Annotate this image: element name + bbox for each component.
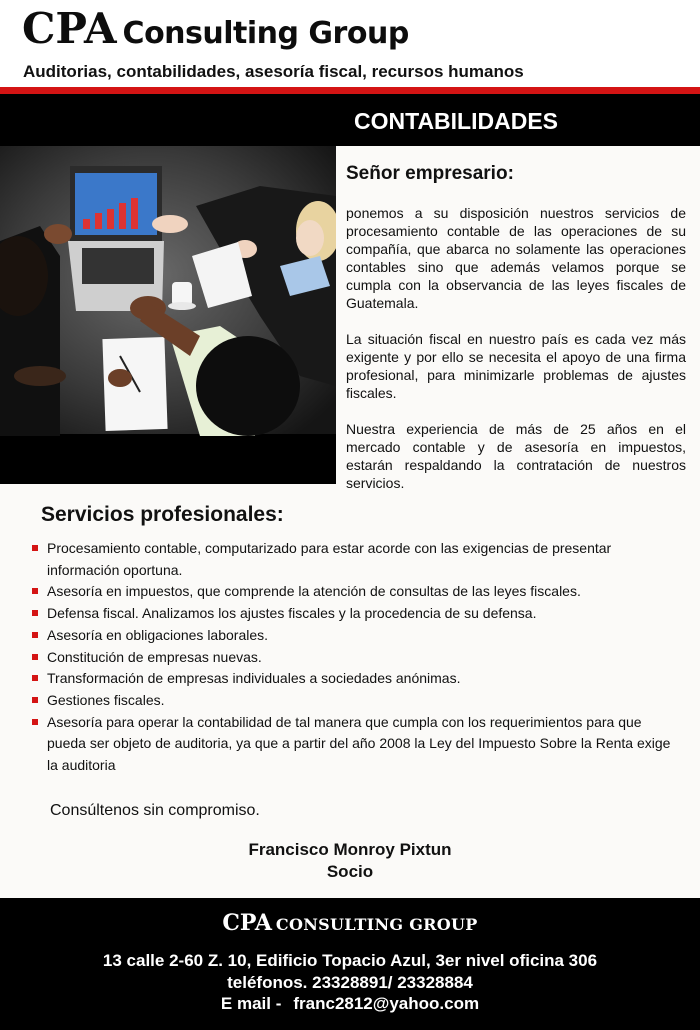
- service-item-text: Transformación de empresas individuales a sociedades anónimas.: [47, 670, 461, 687]
- header-divider: [0, 87, 700, 94]
- service-item: [32, 581, 672, 603]
- signature-role: Socio: [326, 862, 374, 881]
- intro-heading: Señor empresario:: [346, 163, 514, 184]
- service-item: [32, 603, 672, 625]
- section-bar: [0, 94, 700, 146]
- footer-brand-cpa: CPA: [222, 910, 272, 936]
- business-meeting-photo: [0, 146, 336, 484]
- service-item-text: Gestiones fiscales.: [47, 691, 165, 708]
- intro-paragraph: ponemos a su disposición nuestros servicios de procesamiento contable de las operaciones de su compañía, que abarca no solamente las operaciones contables sino que además velamos porque se cumpla con la observancia de las leyes fiscales de Guatemala.: [346, 205, 686, 311]
- service-item-text: Constitución de empresas nuevas.: [47, 648, 262, 665]
- footer-phones: teléfonos. 23328891/ 23328884: [227, 973, 473, 992]
- service-item: [32, 712, 672, 777]
- services-list: [32, 538, 672, 777]
- bullet-icon: [32, 632, 38, 638]
- service-item: [32, 538, 672, 581]
- logo: [22, 4, 409, 53]
- signature-name: Francisco Monroy Pixtun: [248, 840, 452, 859]
- service-item: [32, 625, 672, 647]
- footer-email-line: [0, 994, 700, 1014]
- header: [0, 0, 700, 94]
- intro-text: [346, 204, 686, 510]
- service-item-text: Asesoría para operar la contabilidad de tal manera que cumpla con los requerimientos para que pueda ser objeto de auditoria, ya que a partir del año 2008 la Ley del Impuesto Sobre la Renta exige la auditoria: [47, 713, 671, 774]
- service-item: [32, 647, 672, 669]
- call-to-action: Consúltenos sin compromiso.: [50, 802, 260, 819]
- logo-cpa: CPA: [22, 4, 117, 53]
- bullet-icon: [32, 719, 38, 725]
- email-label: E mail -: [220, 994, 282, 1013]
- bullet-icon: [32, 697, 38, 703]
- bullet-icon: [32, 675, 38, 681]
- service-item-text: Asesoría en impuestos, que comprende la atención de consultas de las leyes fiscales.: [47, 583, 581, 600]
- service-item-text: Defensa fiscal. Analizamos los ajustes fiscales y la procedencia de su defensa.: [47, 605, 537, 622]
- intro-paragraph: La situación fiscal en nuestro país es cada vez más exigente y por ello se necesita el apoyo de una firma profesional, para minimizarle problemas de ajustes fiscales.: [346, 331, 686, 401]
- intro-paragraph: Nuestra experiencia de más de 25 años en el mercado contable y de asesoría en impuestos, estarán respaldando la contratación de nuestros servicios.: [346, 421, 686, 491]
- logo-consulting-group: Consulting Group: [122, 16, 409, 51]
- service-item: [32, 690, 672, 712]
- bullet-icon: [32, 610, 38, 616]
- services-heading: Servicios profesionales:: [41, 503, 284, 526]
- bullet-icon: [32, 545, 38, 551]
- bullet-icon: [32, 654, 38, 660]
- footer-address: 13 calle 2-60 Z. 10, Edificio Topacio Azul, 3er nivel oficina 306: [102, 951, 598, 970]
- service-item-text: Procesamiento contable, computarizado para estar acorde con las exigencias de presentar información oportuna.: [47, 540, 612, 578]
- tagline: Auditorias, contabilidades, asesoría fiscal, recursos humanos: [23, 62, 524, 81]
- footer-brand: [0, 912, 700, 934]
- section-title: CONTABILIDADES: [354, 108, 559, 134]
- footer-brand-consulting-group: CONSULTING GROUP: [275, 915, 478, 934]
- email-link[interactable]: franc2812@yahoo.com: [293, 994, 480, 1013]
- service-item: [32, 668, 672, 690]
- bullet-icon: [32, 588, 38, 594]
- service-item-text: Asesoría en obligaciones laborales.: [47, 626, 269, 643]
